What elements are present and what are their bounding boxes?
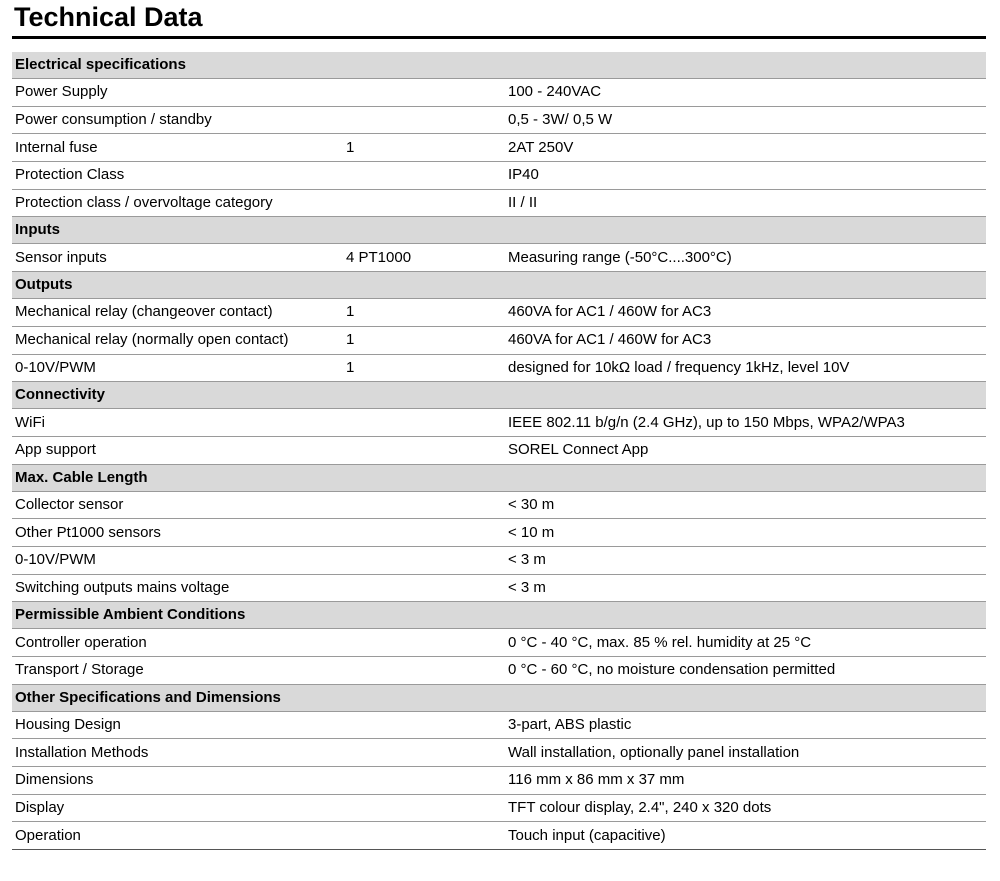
spec-row <box>12 354 986 382</box>
spec-label: 0-10V/PWM <box>12 354 343 382</box>
spec-row <box>12 189 986 217</box>
spec-label: Controller operation <box>12 629 343 657</box>
spec-label: Protection Class <box>12 162 343 190</box>
spec-label: Housing Design <box>12 711 343 739</box>
spec-label: Internal fuse <box>12 134 343 162</box>
spec-quantity <box>343 739 505 767</box>
spec-row <box>12 657 986 685</box>
spec-row <box>12 326 986 354</box>
spec-row <box>12 767 986 795</box>
spec-label: Mechanical relay (normally open contact) <box>12 326 343 354</box>
spec-row <box>12 794 986 822</box>
spec-quantity <box>343 79 505 107</box>
spec-label: Display <box>12 794 343 822</box>
section-heading: Connectivity <box>12 382 986 409</box>
spec-row <box>12 134 986 162</box>
spec-value: designed for 10kΩ load / frequency 1kHz, level 10V <box>505 354 986 382</box>
spec-row <box>12 106 986 134</box>
spec-label: Switching outputs mains voltage <box>12 574 343 602</box>
spec-quantity: 1 <box>343 134 505 162</box>
spec-value: 460VA for AC1 / 460W for AC3 <box>505 326 986 354</box>
technical-data-table-body <box>12 52 986 850</box>
spec-row <box>12 299 986 327</box>
spec-quantity: 4 PT1000 <box>343 244 505 272</box>
spec-row <box>12 79 986 107</box>
section-heading: Outputs <box>12 272 986 299</box>
spec-value: Wall installation, optionally panel installation <box>505 739 986 767</box>
spec-quantity <box>343 822 505 850</box>
spec-row <box>12 162 986 190</box>
spec-label: WiFi <box>12 409 343 437</box>
section-header <box>12 217 986 244</box>
section-heading: Inputs <box>12 217 986 244</box>
spec-quantity <box>343 767 505 795</box>
spec-quantity <box>343 106 505 134</box>
spec-value: Touch input (capacitive) <box>505 822 986 850</box>
spec-row <box>12 574 986 602</box>
spec-quantity <box>343 629 505 657</box>
spec-value: 0 °C - 60 °C, no moisture condensation permitted <box>505 657 986 685</box>
spec-quantity: 1 <box>343 299 505 327</box>
spec-quantity <box>343 657 505 685</box>
section-header <box>12 464 986 491</box>
technical-data-table <box>12 52 986 850</box>
spec-quantity <box>343 436 505 464</box>
spec-label: 0-10V/PWM <box>12 546 343 574</box>
spec-label: Installation Methods <box>12 739 343 767</box>
spec-value: 2AT 250V <box>505 134 986 162</box>
spec-value: 3-part, ABS plastic <box>505 711 986 739</box>
spec-value: SOREL Connect App <box>505 436 986 464</box>
spec-row <box>12 519 986 547</box>
spec-value: II / II <box>505 189 986 217</box>
spec-value: 460VA for AC1 / 460W for AC3 <box>505 299 986 327</box>
spec-row <box>12 739 986 767</box>
spec-quantity <box>343 794 505 822</box>
spec-quantity <box>343 711 505 739</box>
spec-value: < 30 m <box>505 491 986 519</box>
spec-value: IEEE 802.11 b/g/n (2.4 GHz), up to 150 Mbps, WPA2/WPA3 <box>505 409 986 437</box>
spec-label: Power consumption / standby <box>12 106 343 134</box>
spec-quantity <box>343 491 505 519</box>
section-heading: Max. Cable Length <box>12 464 986 491</box>
spec-value: Measuring range (-50°C....300°C) <box>505 244 986 272</box>
spec-quantity <box>343 546 505 574</box>
spec-quantity <box>343 519 505 547</box>
spec-value: IP40 <box>505 162 986 190</box>
spec-value: < 3 m <box>505 574 986 602</box>
spec-value: < 10 m <box>505 519 986 547</box>
spec-value: TFT colour display, 2.4", 240 x 320 dots <box>505 794 986 822</box>
spec-row <box>12 244 986 272</box>
spec-quantity: 1 <box>343 326 505 354</box>
spec-quantity <box>343 162 505 190</box>
section-heading: Other Specifications and Dimensions <box>12 684 986 711</box>
section-header <box>12 52 986 79</box>
section-header <box>12 382 986 409</box>
spec-label: Protection class / overvoltage category <box>12 189 343 217</box>
spec-quantity <box>343 574 505 602</box>
spec-row <box>12 409 986 437</box>
spec-value: 0,5 - 3W/ 0,5 W <box>505 106 986 134</box>
section-header <box>12 272 986 299</box>
spec-label: Power Supply <box>12 79 343 107</box>
page-title: Technical Data <box>14 2 203 32</box>
spec-value: 0 °C - 40 °C, max. 85 % rel. humidity at 25 °C <box>505 629 986 657</box>
spec-value: < 3 m <box>505 546 986 574</box>
spec-label: Other Pt1000 sensors <box>12 519 343 547</box>
spec-label: Operation <box>12 822 343 850</box>
spec-row <box>12 491 986 519</box>
spec-quantity <box>343 409 505 437</box>
spec-row <box>12 629 986 657</box>
section-header <box>12 602 986 629</box>
spec-label: App support <box>12 436 343 464</box>
section-header <box>12 684 986 711</box>
spec-label: Sensor inputs <box>12 244 343 272</box>
spec-row <box>12 436 986 464</box>
spec-label: Collector sensor <box>12 491 343 519</box>
section-heading: Permissible Ambient Conditions <box>12 602 986 629</box>
spec-row <box>12 546 986 574</box>
spec-quantity <box>343 189 505 217</box>
section-heading: Electrical specifications <box>12 52 986 79</box>
spec-label: Dimensions <box>12 767 343 795</box>
spec-row <box>12 822 986 850</box>
spec-quantity: 1 <box>343 354 505 382</box>
spec-value: 116 mm x 86 mm x 37 mm <box>505 767 986 795</box>
spec-value: 100 - 240VAC <box>505 79 986 107</box>
title-rule <box>12 36 986 39</box>
spec-row <box>12 711 986 739</box>
spec-label: Transport / Storage <box>12 657 343 685</box>
spec-label: Mechanical relay (changeover contact) <box>12 299 343 327</box>
